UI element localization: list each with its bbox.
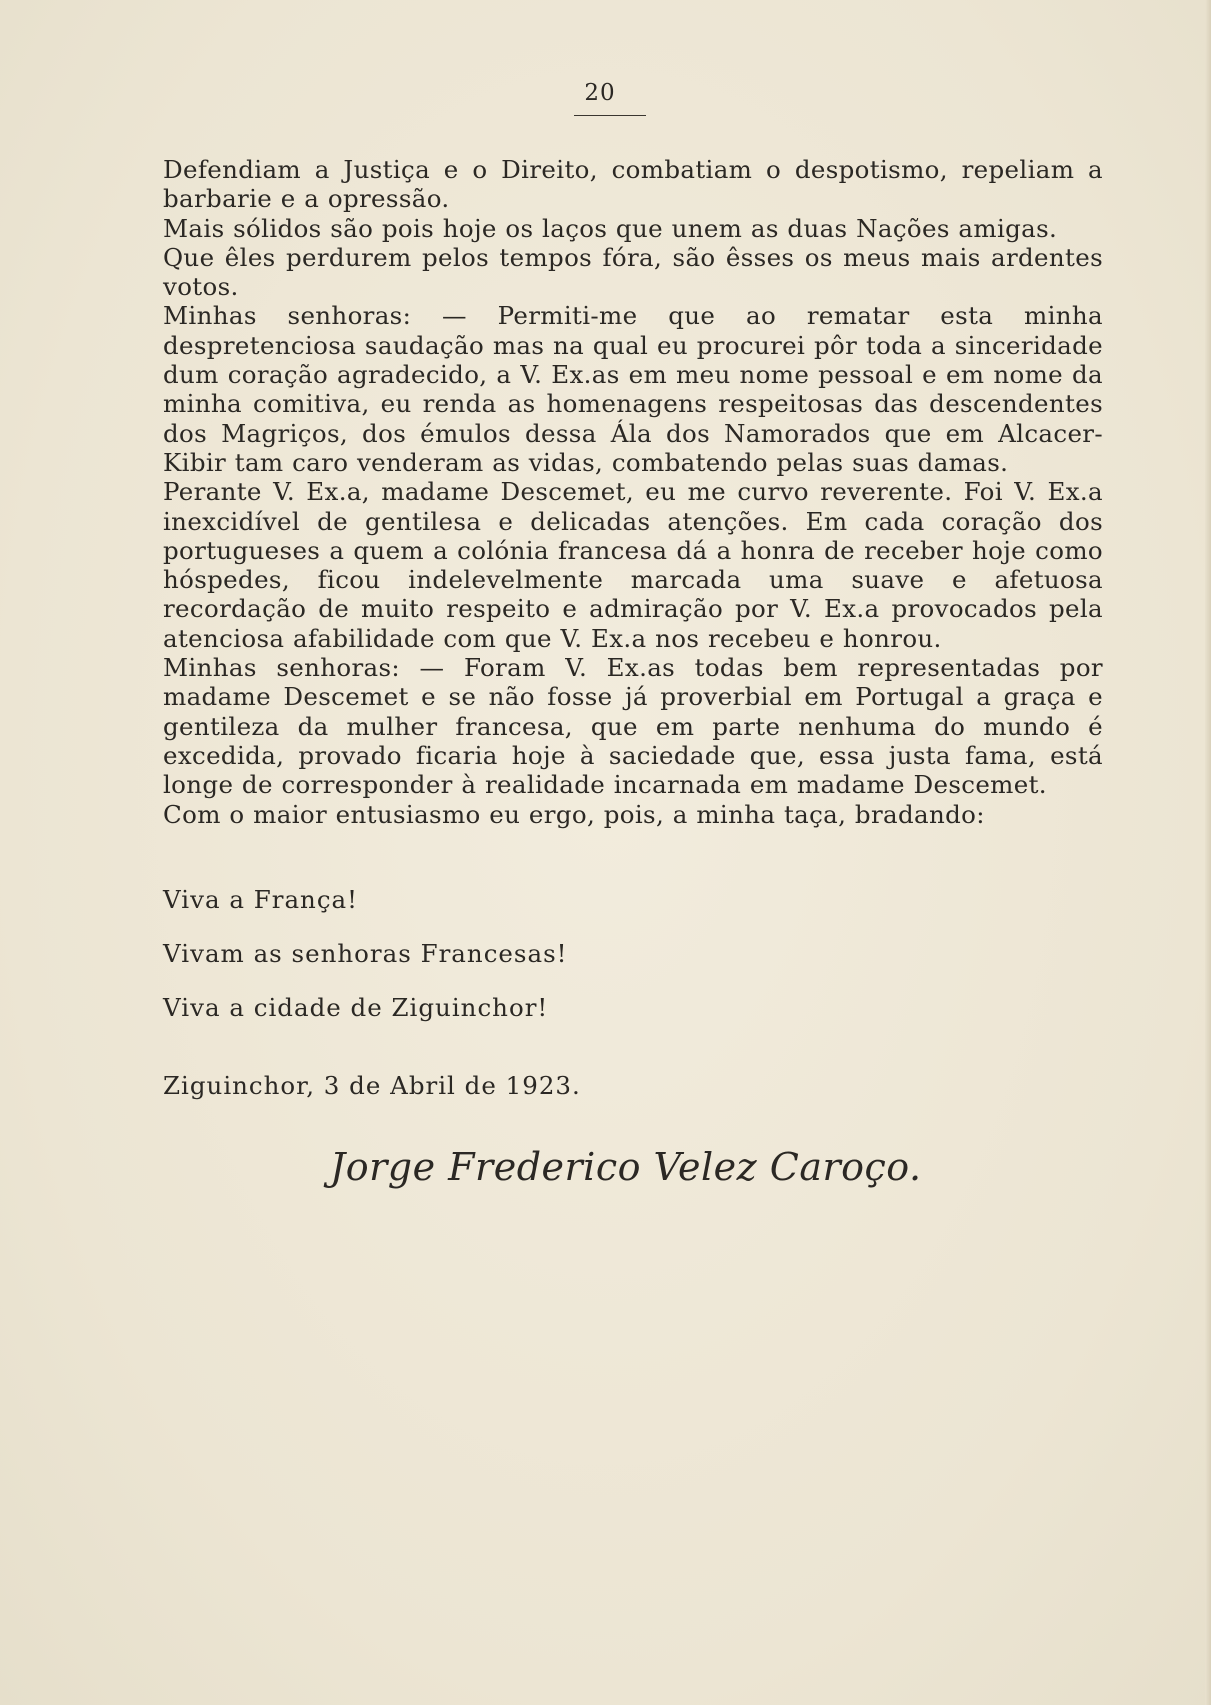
signature: Jorge Frederico Velez Caroço. <box>330 1145 922 1189</box>
toast-line-3: Viva a cidade de Ziguinchor! <box>163 993 549 1022</box>
paragraph-7: Com o maior entusiasmo eu ergo, pois, a minha taça, bradando: <box>163 799 985 829</box>
paragraph-3: Que êles perdurem pelos tempos fóra, são êsses os meus mais ardentes votos. <box>163 242 1103 302</box>
page-number: 20 <box>584 80 616 106</box>
paragraph-1: Defendiam a Justiça e o Direito, combatiam o despotismo, repeliam a barbarie e a opressão. <box>163 155 1103 214</box>
paragraph-6: Minhas senhoras: — Foram V. Ex.as todas bem representadas por madame Descemet e se não fosse já proverbial em Portugal a graça e gentileza da mulher francesa, que em parte nenhuma do mundo é excedida, provado ficaria hoje à saciedade que, essa justa fama, está longe de corresponder à realidade incarnada em madame Descemet. <box>163 653 1103 800</box>
toast-line-1: Viva a França! <box>163 885 358 914</box>
paragraph-2: Mais sólidos são pois hoje os laços que unem as duas Nações amigas. <box>163 213 1058 243</box>
body-text <box>163 155 1103 829</box>
page-edge <box>1205 0 1211 1705</box>
paragraph-4: Minhas senhoras: — Permiti-me que ao rematar esta minha despretenciosa saudação mas na qual eu procurei pôr toda a sinceridade dum coração agradecido, a V. Ex.as em meu nome pessoal e em nome da minha comitiva, eu renda as homenagens respeitosas das descendentes dos Magriços, dos émulos dessa Ála dos Namorados que em Alcacer-Kibir tam caro venderam as vidas, combatendo pelas suas damas. <box>163 301 1103 477</box>
page-number-rule <box>574 115 646 116</box>
paragraph-5: Perante V. Ex.a, madame Descemet, eu me curvo reverente. Foi V. Ex.a inexcidível de gentilesa e delicadas atenções. Em cada coração dos portugueses a quem a colónia francesa dá a honra de receber hoje como hóspedes, ficou indelevelmente marcada uma suave e afetuosa recordação de muito respeito e admiração por V. Ex.a provocados pela atenciosa afabilidade com que V. Ex.a nos recebeu e honrou. <box>163 477 1103 653</box>
toast-line-2: Vivam as senhoras Francesas! <box>163 939 568 968</box>
dateline: Ziguinchor, 3 de Abril de 1923. <box>163 1071 581 1100</box>
